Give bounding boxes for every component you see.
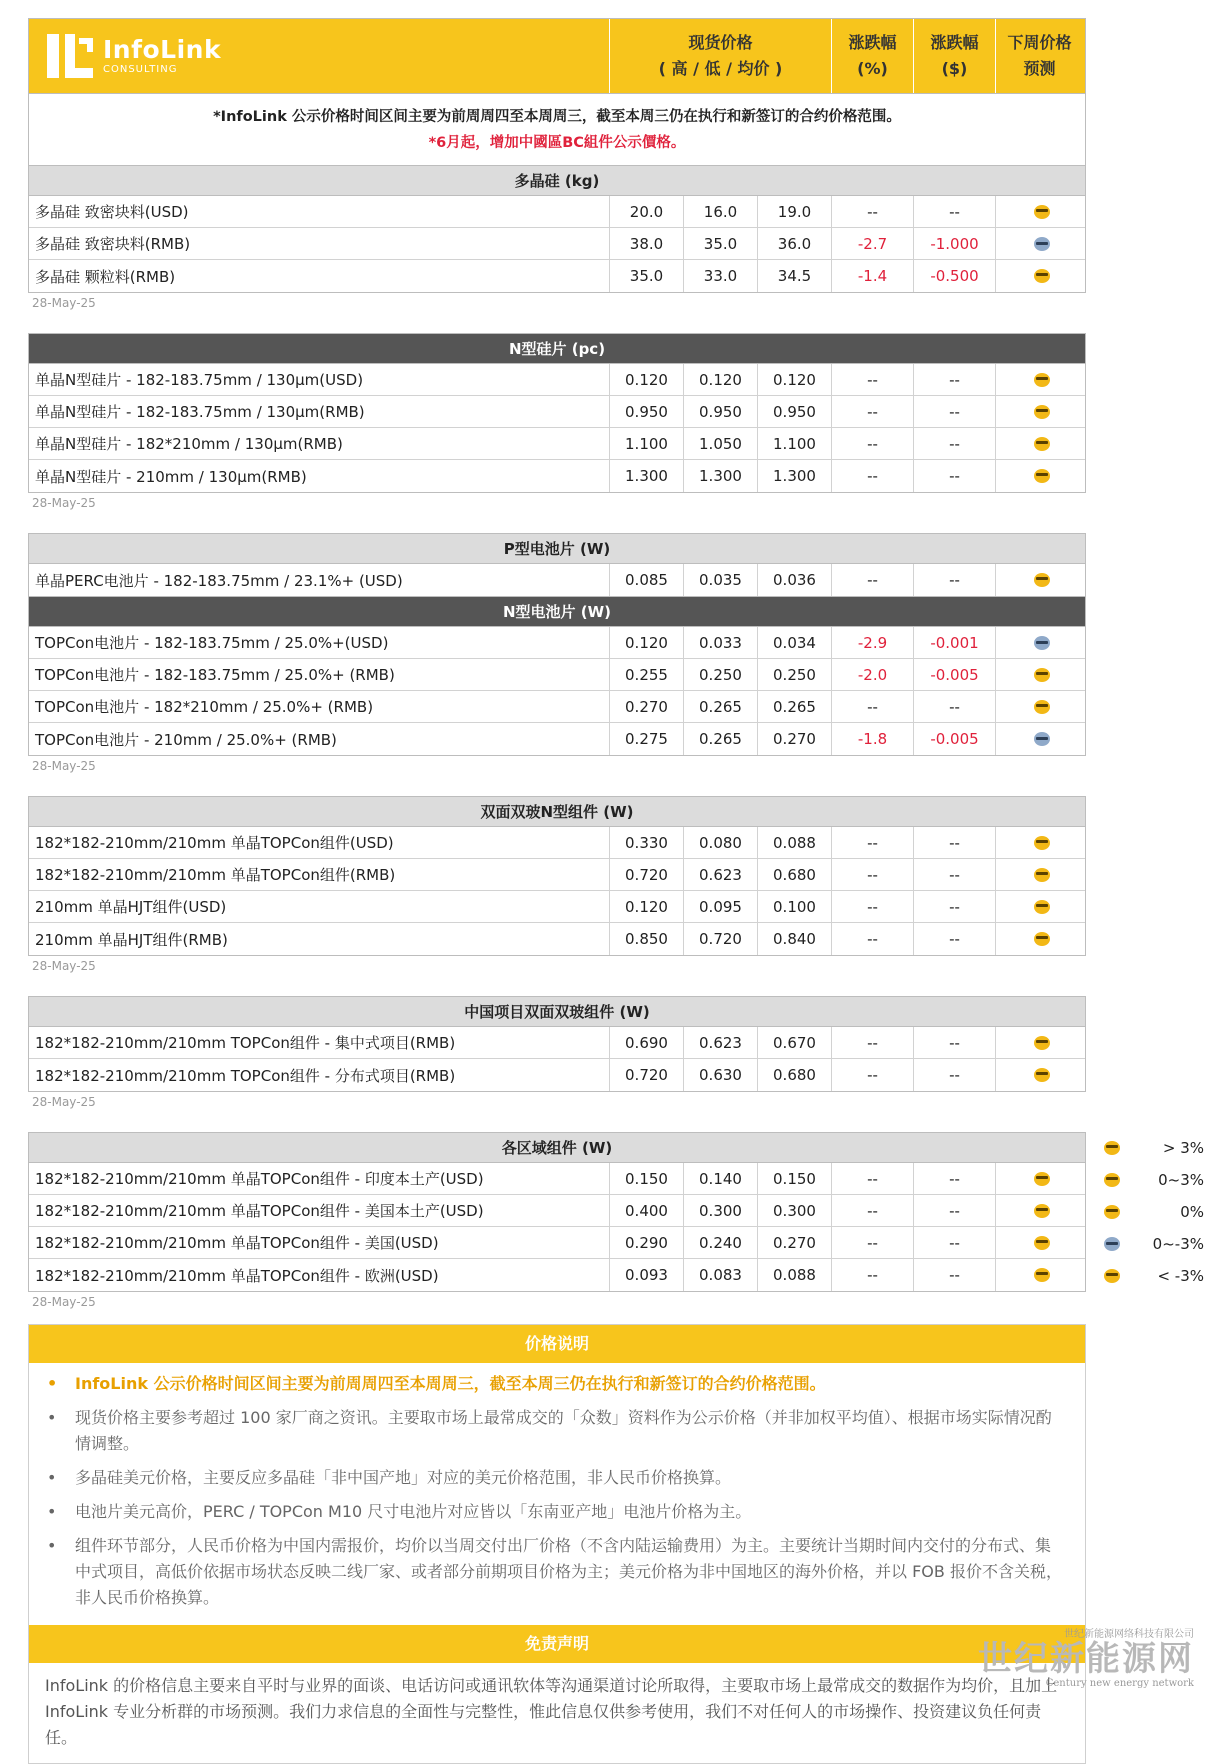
price-notes-panel xyxy=(28,1324,1086,1764)
product-name: TOPCon电池片 - 182-183.75mm / 25.0%+ (RMB) xyxy=(35,666,395,684)
change-usd: -0.005 xyxy=(913,659,995,690)
neutral-face-icon xyxy=(1034,1204,1050,1218)
data-date: 28-May-25 xyxy=(32,1295,96,1309)
price-avg: 0.840 xyxy=(757,923,831,955)
price-note-item xyxy=(47,1533,1065,1611)
price-avg: 0.120 xyxy=(757,364,831,395)
price-avg: 19.0 xyxy=(757,196,831,227)
product-name: 182*182-210mm/210mm 单晶TOPCon组件 - 欧洲(USD) xyxy=(35,1266,439,1285)
price-avg: 0.950 xyxy=(757,396,831,427)
table-row xyxy=(29,859,1085,891)
forecast-cell xyxy=(995,428,1087,459)
forecast-cell xyxy=(995,1195,1087,1226)
price-avg: 0.680 xyxy=(757,859,831,890)
forecast-legend xyxy=(1100,1132,1210,1292)
data-date: 28-May-25 xyxy=(32,1095,96,1109)
price-low: 0.035 xyxy=(683,564,757,596)
change-usd: -- xyxy=(913,364,995,395)
neutral-face-icon xyxy=(1104,1141,1120,1155)
price-high: 20.0 xyxy=(609,196,683,227)
price-low: 16.0 xyxy=(683,196,757,227)
section-0 xyxy=(28,166,1086,293)
change-usd: -- xyxy=(913,691,995,722)
price-high: 0.850 xyxy=(609,923,683,955)
change-pct: -- xyxy=(831,1163,913,1194)
change-usd: -- xyxy=(913,891,995,922)
price-note-item xyxy=(47,1371,1065,1397)
table-row xyxy=(29,1059,1085,1091)
change-usd: -- xyxy=(913,1027,995,1058)
section-3 xyxy=(28,597,1086,756)
bullet-dot-icon: • xyxy=(47,1536,57,1555)
watermark-top: 世纪新能源网络科技有限公司 xyxy=(1064,1629,1194,1640)
price-low: 0.240 xyxy=(683,1227,757,1258)
forecast-cell xyxy=(995,923,1087,955)
logo-name: InfoLink xyxy=(103,35,222,64)
sad-face-icon xyxy=(1104,1237,1120,1251)
legend-item xyxy=(1100,1196,1210,1228)
change-pct: -- xyxy=(831,396,913,427)
header-forecast-line1: 下周价格 xyxy=(1007,33,1072,52)
change-usd: -1.000 xyxy=(913,228,995,259)
table-row xyxy=(29,260,1085,292)
price-high: 1.300 xyxy=(609,460,683,492)
price-note-text: 电池片美元高价，PERC / TOPCon M10 尺寸电池片对应皆以「东南亚产地」电池片价格为主。 xyxy=(75,1502,752,1521)
product-name: 182*182-210mm/210mm TOPCon组件 - 分布式项目(RMB) xyxy=(35,1066,456,1085)
price-low: 0.300 xyxy=(683,1195,757,1226)
table-row xyxy=(29,1227,1085,1259)
price-low: 0.120 xyxy=(683,364,757,395)
change-usd: -- xyxy=(913,1163,995,1194)
price-high: 38.0 xyxy=(609,228,683,259)
product-name: 210mm 单晶HJT组件(USD) xyxy=(35,898,227,916)
forecast-cell xyxy=(995,1059,1087,1091)
change-pct: -- xyxy=(831,1227,913,1258)
forecast-cell xyxy=(995,827,1087,858)
product-name: TOPCon电池片 - 182-183.75mm / 25.0%+(USD) xyxy=(35,634,389,652)
notice-line-1: *InfoLink 公示价格时间区间主要为前周周四至本周周三，截至本周三仍在执行和新签订的合约价格范围。 xyxy=(213,109,901,125)
legend-item xyxy=(1100,1164,1210,1196)
table-row xyxy=(29,659,1085,691)
change-pct: -- xyxy=(831,196,913,227)
price-avg: 0.670 xyxy=(757,1027,831,1058)
data-date: 28-May-25 xyxy=(32,759,96,773)
price-note-item xyxy=(47,1405,1065,1457)
neutral-face-icon xyxy=(1104,1205,1120,1219)
change-pct: -2.7 xyxy=(831,228,913,259)
neutral-face-icon xyxy=(1034,900,1050,914)
change-pct: -- xyxy=(831,428,913,459)
sad-face-icon xyxy=(1034,237,1050,251)
neutral-face-icon xyxy=(1034,1036,1050,1050)
legend-label: 0% xyxy=(1180,1203,1204,1221)
change-pct: -2.9 xyxy=(831,627,913,658)
section-2 xyxy=(28,533,1086,597)
header-change-usd xyxy=(913,19,995,93)
header-change-pct xyxy=(831,19,913,93)
table-row xyxy=(29,827,1085,859)
price-low: 1.300 xyxy=(683,460,757,492)
table-row xyxy=(29,364,1085,396)
change-pct: -- xyxy=(831,891,913,922)
price-low: 33.0 xyxy=(683,260,757,292)
forecast-cell xyxy=(995,1259,1087,1291)
forecast-cell xyxy=(995,859,1087,890)
price-avg: 0.265 xyxy=(757,691,831,722)
neutral-face-icon xyxy=(1034,405,1050,419)
price-avg: 0.034 xyxy=(757,627,831,658)
product-name: 多晶硅 致密块料(RMB) xyxy=(35,235,191,253)
price-low: 0.083 xyxy=(683,1259,757,1291)
table-row xyxy=(29,460,1085,492)
neutral-face-icon xyxy=(1034,836,1050,850)
price-note-item xyxy=(47,1465,1065,1491)
infolink-logo-icon xyxy=(47,34,93,78)
forecast-cell xyxy=(995,564,1087,596)
logo-cell xyxy=(29,19,609,93)
change-usd: -- xyxy=(913,1195,995,1226)
table-row xyxy=(29,228,1085,260)
price-high: 0.290 xyxy=(609,1227,683,1258)
change-usd: -- xyxy=(913,827,995,858)
sad-face-icon xyxy=(1034,636,1050,650)
price-low: 0.630 xyxy=(683,1059,757,1091)
section-title: P型电池片 (W) xyxy=(29,534,1085,564)
price-high: 0.400 xyxy=(609,1195,683,1226)
price-high: 0.093 xyxy=(609,1259,683,1291)
table-row xyxy=(29,396,1085,428)
product-name: 182*182-210mm/210mm 单晶TOPCon组件 - 美国本土产(USD) xyxy=(35,1202,484,1220)
neutral-face-icon xyxy=(1034,1236,1050,1250)
section-title: 中国项目双面双玻组件 (W) xyxy=(29,997,1085,1027)
neutral-face-icon xyxy=(1034,1068,1050,1082)
neutral-face-icon xyxy=(1034,700,1050,714)
section-4 xyxy=(28,796,1086,956)
bullet-dot-icon: • xyxy=(47,1468,57,1487)
neutral-face-icon xyxy=(1034,437,1050,451)
header-change-usd-line2: ($) xyxy=(941,59,968,78)
section-1 xyxy=(28,333,1086,493)
table-row xyxy=(29,627,1085,659)
change-pct: -- xyxy=(831,564,913,596)
product-name: TOPCon电池片 - 182*210mm / 25.0%+ (RMB) xyxy=(35,698,374,716)
disclaimer-text: InfoLink 的价格信息主要来自平时与业界的面谈、电话访问或通讯软体等沟通渠道讨论所取得，主要取市场上最常成交的数据作为均价，且加上 InfoLink 专业分析群的市场预测。我们力求信息的全面性与完整性，惟此信息仅供参考使用，我们不对任何人的市场操作、投资建议负任何责任。 xyxy=(45,1676,1058,1747)
price-high: 0.255 xyxy=(609,659,683,690)
infolink-logo xyxy=(47,34,221,78)
product-name: 182*182-210mm/210mm TOPCon组件 - 集中式项目(RMB) xyxy=(35,1034,456,1052)
price-notes-list xyxy=(29,1363,1085,1625)
change-pct: -- xyxy=(831,1059,913,1091)
section-gap xyxy=(28,515,1086,533)
legend-label: 0~3% xyxy=(1158,1171,1204,1189)
product-name: 单晶N型硅片 - 182*210mm / 130μm(RMB) xyxy=(35,435,343,453)
product-name: 182*182-210mm/210mm 单晶TOPCon组件(USD) xyxy=(35,834,394,852)
price-note-text: 现货价格主要参考超过 100 家厂商之资讯。主要取市场上最常成交的「众数」资料作为公示价格（并非加权平均值）、根据市场实际情况酌情调整。 xyxy=(75,1408,1052,1453)
price-high: 0.270 xyxy=(609,691,683,722)
header-change-usd-line1: 涨跌幅 xyxy=(930,33,979,52)
price-high: 0.720 xyxy=(609,1059,683,1091)
price-high: 35.0 xyxy=(609,260,683,292)
price-low: 0.140 xyxy=(683,1163,757,1194)
notice-box xyxy=(28,94,1086,166)
forecast-cell xyxy=(995,627,1087,658)
price-avg: 0.088 xyxy=(757,1259,831,1291)
section-title: 多晶硅 (kg) xyxy=(29,166,1085,196)
price-low: 0.950 xyxy=(683,396,757,427)
sad-face-icon xyxy=(1034,732,1050,746)
header-forecast xyxy=(995,19,1083,93)
price-high: 0.085 xyxy=(609,564,683,596)
price-avg: 0.150 xyxy=(757,1163,831,1194)
change-usd: -- xyxy=(913,428,995,459)
price-high: 1.100 xyxy=(609,428,683,459)
section-gap xyxy=(28,978,1086,996)
forecast-cell xyxy=(995,260,1087,292)
price-avg: 34.5 xyxy=(757,260,831,292)
neutral-face-icon xyxy=(1034,868,1050,882)
table-header xyxy=(28,18,1086,94)
product-name: 210mm 单晶HJT组件(RMB) xyxy=(35,930,228,949)
neutral-face-icon xyxy=(1034,469,1050,483)
price-avg: 0.270 xyxy=(757,1227,831,1258)
price-avg: 0.270 xyxy=(757,723,831,755)
forecast-cell xyxy=(995,460,1087,492)
price-high: 0.950 xyxy=(609,396,683,427)
neutral-face-icon xyxy=(1104,1269,1120,1283)
data-date: 28-May-25 xyxy=(32,496,96,510)
table-row xyxy=(29,1259,1085,1291)
forecast-cell xyxy=(995,891,1087,922)
change-pct: -- xyxy=(831,1027,913,1058)
section-title: N型电池片 (W) xyxy=(29,597,1085,627)
price-avg: 36.0 xyxy=(757,228,831,259)
table-row xyxy=(29,723,1085,755)
section-title: N型硅片 (pc) xyxy=(29,334,1085,364)
price-avg: 0.680 xyxy=(757,1059,831,1091)
neutral-face-icon xyxy=(1034,573,1050,587)
legend-item xyxy=(1100,1228,1210,1260)
legend-label: > 3% xyxy=(1162,1139,1204,1157)
table-row xyxy=(29,1027,1085,1059)
neutral-face-icon xyxy=(1034,205,1050,219)
section-5 xyxy=(28,996,1086,1092)
forecast-cell xyxy=(995,691,1087,722)
table-row xyxy=(29,564,1085,596)
change-pct: -1.4 xyxy=(831,260,913,292)
legend-label: < -3% xyxy=(1157,1267,1204,1285)
change-usd: -- xyxy=(913,1259,995,1291)
price-avg: 0.088 xyxy=(757,827,831,858)
table-row xyxy=(29,1195,1085,1227)
change-pct: -- xyxy=(831,364,913,395)
watermark-main: 世纪新能源网 xyxy=(978,1639,1194,1679)
price-avg: 0.250 xyxy=(757,659,831,690)
change-pct: -1.8 xyxy=(831,723,913,755)
change-usd: -- xyxy=(913,1059,995,1091)
change-pct: -- xyxy=(831,460,913,492)
price-high: 0.120 xyxy=(609,364,683,395)
change-usd: -- xyxy=(913,196,995,227)
price-high: 0.120 xyxy=(609,891,683,922)
product-name: 单晶N型硅片 - 182-183.75mm / 130μm(USD) xyxy=(35,371,364,389)
price-avg: 1.100 xyxy=(757,428,831,459)
neutral-face-icon xyxy=(1034,668,1050,682)
price-avg: 0.036 xyxy=(757,564,831,596)
notice-line-2: *6月起，增加中國區BC組件公示價格。 xyxy=(428,135,686,151)
price-low: 1.050 xyxy=(683,428,757,459)
price-high: 0.120 xyxy=(609,627,683,658)
logo-sub: CONSULTING xyxy=(103,64,178,75)
price-low: 0.095 xyxy=(683,891,757,922)
bullet-dot-icon: • xyxy=(47,1502,57,1521)
price-low: 0.265 xyxy=(683,723,757,755)
table-row xyxy=(29,196,1085,228)
change-usd: -- xyxy=(913,460,995,492)
header-spot-price xyxy=(609,19,831,93)
product-name: 单晶PERC电池片 - 182-183.75mm / 23.1%+ (USD) xyxy=(35,571,403,590)
change-usd: -- xyxy=(913,396,995,427)
price-low: 0.080 xyxy=(683,827,757,858)
table-row xyxy=(29,891,1085,923)
forecast-cell xyxy=(995,396,1087,427)
price-high: 0.275 xyxy=(609,723,683,755)
forecast-cell xyxy=(995,1227,1087,1258)
neutral-face-icon xyxy=(1034,373,1050,387)
price-notes-title: 价格说明 xyxy=(29,1325,1085,1363)
bullet-dot-icon: • xyxy=(47,1374,58,1393)
section-6 xyxy=(28,1132,1086,1292)
section-gap xyxy=(28,778,1086,796)
price-low: 0.250 xyxy=(683,659,757,690)
change-usd: -0.001 xyxy=(913,627,995,658)
change-pct: -- xyxy=(831,923,913,955)
change-usd: -- xyxy=(913,923,995,955)
neutral-face-icon xyxy=(1034,932,1050,946)
price-sections xyxy=(28,166,1086,1314)
section-title: 各区域组件 (W) xyxy=(29,1133,1085,1163)
price-note-text: 组件环节部分，人民币价格为中国内需报价，均价以当周交付出厂价格（不含内陆运输费用）为主。主要统计当期时间内交付的分布式、集中式项目，高低价依据市场状态反映二线厂家、或者部分前期项目价格为主；美元价格为非中国地区的海外价格，并以 FOB 报价不含关税，非人民币价格换算。 xyxy=(75,1536,1062,1607)
forecast-cell xyxy=(995,659,1087,690)
product-name: 多晶硅 致密块料(USD) xyxy=(35,203,189,221)
price-high: 0.690 xyxy=(609,1027,683,1058)
price-note-item xyxy=(47,1499,1065,1525)
price-low: 0.033 xyxy=(683,627,757,658)
price-note-text: 多晶硅美元价格，主要反应多晶硅「非中国产地」对应的美元价格范围，非人民币价格换算。 xyxy=(75,1468,732,1487)
header-forecast-line2: 预测 xyxy=(1023,59,1056,78)
price-avg: 0.100 xyxy=(757,891,831,922)
price-low: 0.720 xyxy=(683,923,757,955)
price-low: 0.623 xyxy=(683,1027,757,1058)
product-name: TOPCon电池片 - 210mm / 25.0%+ (RMB) xyxy=(35,730,337,749)
section-gap xyxy=(28,315,1086,333)
watermark xyxy=(978,1625,1194,1689)
product-name: 多晶硅 颗粒料(RMB) xyxy=(35,267,176,286)
forecast-cell xyxy=(995,364,1087,395)
product-name: 单晶N型硅片 - 182-183.75mm / 130μm(RMB) xyxy=(35,403,365,421)
product-name: 182*182-210mm/210mm 单晶TOPCon组件 - 美国(USD) xyxy=(35,1234,439,1252)
table-row xyxy=(29,428,1085,460)
header-change-pct-line1: 涨跌幅 xyxy=(848,33,897,52)
forecast-cell xyxy=(995,1163,1087,1194)
section-gap xyxy=(28,1114,1086,1132)
change-usd: -0.005 xyxy=(913,723,995,755)
price-high: 0.330 xyxy=(609,827,683,858)
neutral-face-icon xyxy=(1104,1173,1120,1187)
product-name: 单晶N型硅片 - 210mm / 130μm(RMB) xyxy=(35,467,307,486)
change-pct: -- xyxy=(831,859,913,890)
price-sheet xyxy=(28,18,1086,1764)
change-pct: -- xyxy=(831,1195,913,1226)
neutral-face-icon xyxy=(1034,269,1050,283)
forecast-cell xyxy=(995,723,1087,755)
header-change-pct-line2: (%) xyxy=(857,59,888,78)
legend-item xyxy=(1100,1132,1210,1164)
table-row xyxy=(29,1163,1085,1195)
section-title: 双面双玻N型组件 (W) xyxy=(29,797,1085,827)
change-usd: -- xyxy=(913,859,995,890)
forecast-cell xyxy=(995,196,1087,227)
product-name: 182*182-210mm/210mm 单晶TOPCon组件 - 印度本土产(USD) xyxy=(35,1170,484,1188)
table-row xyxy=(29,691,1085,723)
legend-item xyxy=(1100,1260,1210,1292)
price-avg: 0.300 xyxy=(757,1195,831,1226)
neutral-face-icon xyxy=(1034,1268,1050,1282)
header-spot-price-line1: 现货价格 xyxy=(688,33,753,52)
change-usd: -- xyxy=(913,564,995,596)
bullet-dot-icon: • xyxy=(47,1408,57,1427)
product-name: 182*182-210mm/210mm 单晶TOPCon组件(RMB) xyxy=(35,866,396,884)
price-low: 0.265 xyxy=(683,691,757,722)
price-high: 0.150 xyxy=(609,1163,683,1194)
legend-label: 0~-3% xyxy=(1152,1235,1204,1253)
change-pct: -- xyxy=(831,827,913,858)
price-low: 35.0 xyxy=(683,228,757,259)
table-row xyxy=(29,923,1085,955)
data-date: 28-May-25 xyxy=(32,959,96,973)
forecast-cell xyxy=(995,1027,1087,1058)
header-spot-price-line2: ( 高 / 低 / 均价 ) xyxy=(658,59,783,78)
change-usd: -- xyxy=(913,1227,995,1258)
change-pct: -- xyxy=(831,691,913,722)
price-avg: 1.300 xyxy=(757,460,831,492)
forecast-cell xyxy=(995,228,1087,259)
neutral-face-icon xyxy=(1034,1172,1050,1186)
change-pct: -2.0 xyxy=(831,659,913,690)
disclaimer-title: 免责声明 xyxy=(29,1625,1085,1663)
watermark-sub: Century new energy network xyxy=(1045,1678,1194,1689)
data-date: 28-May-25 xyxy=(32,296,96,310)
price-note-text: InfoLink 公示价格时间区间主要为前周周四至本周周三，截至本周三仍在执行和新签订的合约价格范围。 xyxy=(75,1374,826,1393)
change-pct: -- xyxy=(831,1259,913,1291)
price-high: 0.720 xyxy=(609,859,683,890)
price-low: 0.623 xyxy=(683,859,757,890)
change-usd: -0.500 xyxy=(913,260,995,292)
